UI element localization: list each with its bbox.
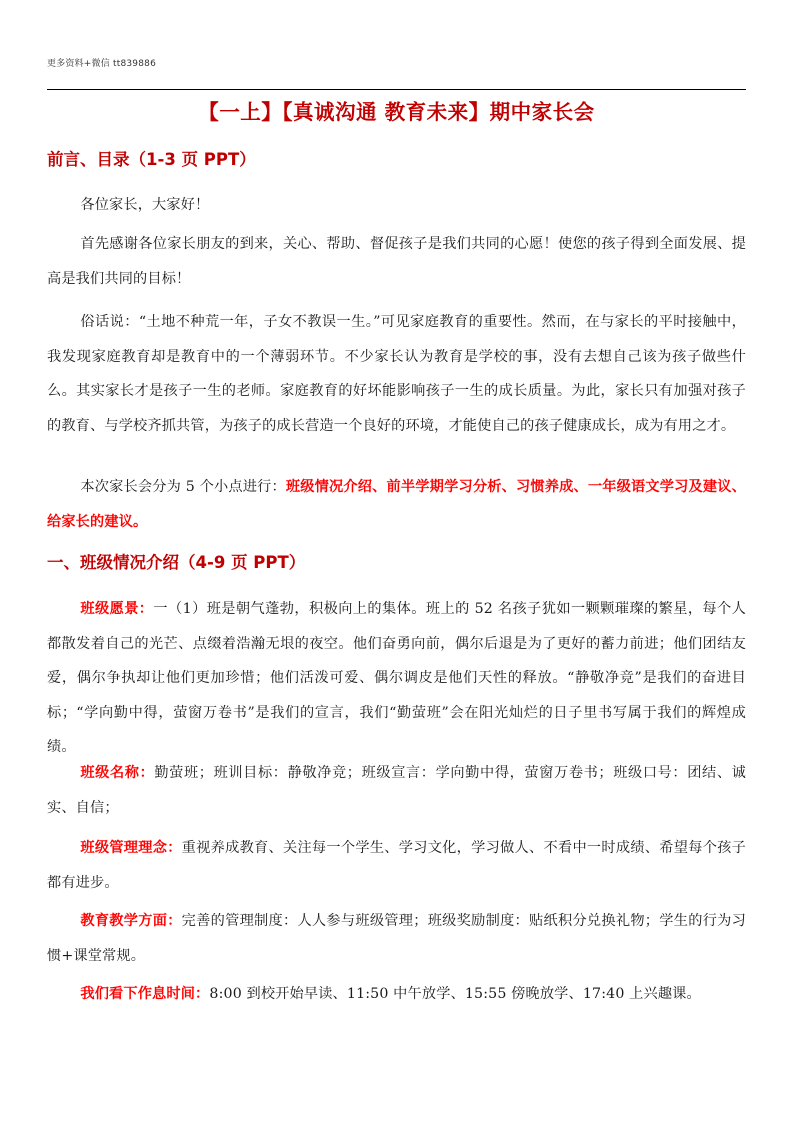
paragraph-class-vision bbox=[47, 592, 746, 765]
text-management-philosophy: 重视养成教育、关注每一个学生、学习文化，学习做人、不看中一时成绩、希望每个孩子都有进步。 bbox=[47, 840, 746, 891]
paragraph-greeting: 各位家长，大家好！ bbox=[80, 197, 210, 213]
paragraph-thanks: 首先感谢各位家长朋友的到来，关心、帮助、督促孩子是我们共同的心愿！使您的孩子得到全面发展、提高是我们共同的目标！ bbox=[47, 236, 746, 287]
paragraph-family-education: 俗话说：“土地不种荒一年，子女不教误一生。”可见家庭教育的重要性。然而，在与家长的平时接触中，我发现家庭教育却是教育中的一个薄弱环节。不少家长认为教育是学校的事，没有去想自己该为孩子做些什么。其实家长才是孩子一生的老师。家庭教育的好坏能影响孩子一生的成长质量。为此，家长只有加强对孩子的教育、与学校齐抓共管，为孩子的成长营造一个良好的环境，才能使自己的孩子健康成长，成为有用之才。 bbox=[47, 314, 746, 434]
label-management-philosophy: 班级管理理念： bbox=[80, 840, 182, 856]
section-heading-class-intro: 一、班级情况介绍（4-9 页 PPT） bbox=[47, 553, 306, 572]
text-schedule: 8:00 到校开始早读、11:50 中午放学、15:55 傍晚放学、17:40 上兴趣课。 bbox=[209, 986, 701, 1002]
label-class-vision: 班级愿景： bbox=[80, 601, 154, 617]
label-class-name: 班级名称： bbox=[80, 765, 155, 781]
paragraph-management-philosophy bbox=[47, 831, 746, 900]
document-title: 【一上】【真诚沟通 教育未来】期中家长会 bbox=[198, 100, 595, 124]
paragraph-schedule bbox=[47, 977, 746, 1012]
agenda-intro: 本次家长会分为 5 个小点进行： bbox=[80, 479, 286, 495]
paragraph-teaching bbox=[47, 904, 746, 973]
paragraph-class-name bbox=[47, 756, 746, 825]
header-divider bbox=[47, 89, 746, 90]
text-class-name: 勤萤班；班训目标：静敬净竞；班级宣言：学向勤中得，萤窗万卷书；班级口号：团结、诚实、自信； bbox=[47, 765, 746, 816]
header-note: 更多资料+微信 tt839886 bbox=[47, 59, 157, 69]
text-class-vision: 一（1）班是朝气蓬勃，积极向上的集体。班上的 52 名孩子犹如一颗颗璀璨的繁星，每个人都散发着自己的光芒、点缀着浩瀚无垠的夜空。他们奋勇向前，偶尔后退是为了更好的蓄力前进；他们团结友爱，偶尔争执却让他们更加珍惜；他们活泼可爱、偶尔调皮是他们天性的释放。“静敬净竞”是我们的奋进目标；“学向勤中得，萤窗万卷书”是我们的宣言，我们“勤萤班”会在阳光灿烂的日子里书写属于我们的辉煌成绩。 bbox=[47, 601, 746, 755]
agenda-highlight: 班级情况介绍、前半学期学习分析、习惯养成、一年级语文学习及建议、给家长的建议。 bbox=[47, 479, 746, 530]
label-teaching: 教育教学方面： bbox=[80, 913, 182, 929]
label-schedule: 我们看下作息时间： bbox=[80, 986, 210, 1002]
section-heading-preface: 前言、目录（1-3 页 PPT） bbox=[47, 150, 256, 169]
text-teaching: 完善的管理制度：人人参与班级管理；班级奖励制度：贴纸积分兑换礼物；学生的行为习惯+课堂常规。 bbox=[47, 913, 746, 964]
paragraph-agenda bbox=[47, 470, 746, 539]
